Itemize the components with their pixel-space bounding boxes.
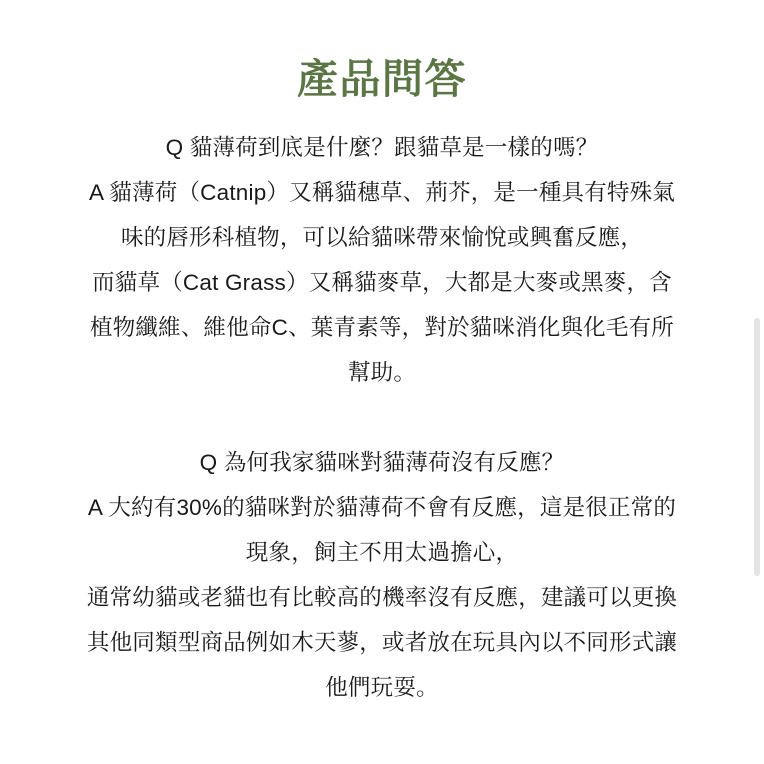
answer-text-line: 幫助。	[347, 360, 417, 386]
answer-text-line: 他們玩耍。	[325, 675, 439, 701]
answer-text-line: 植物纖維、維他命C、葉青素等，對於貓咪消化與化毛有所	[90, 315, 674, 341]
page-title: 產品問答	[297, 56, 467, 102]
answer-text-line: 味的唇形科植物，可以給貓咪帶來愉悅或興奮反應，	[120, 225, 644, 251]
scrollbar[interactable]	[750, 0, 764, 764]
question-text: Q 貓薄荷到底是什麼？跟貓草是一樣的嗎？	[165, 135, 599, 161]
answer-text-line: 通常幼貓或老貓也有比較高的機率沒有反應，建議可以更換	[86, 585, 678, 611]
question-text: Q 為何我家貓咪對貓薄荷沒有反應？	[199, 450, 565, 476]
answer-text-line: 現象，飼主不用太過擔心，	[245, 540, 519, 566]
qa-section-2	[34, 440, 730, 710]
qa-section-1	[34, 125, 730, 395]
scrollbar-thumb[interactable]	[754, 318, 760, 576]
answer-text-line: 其他同類型商品例如木天蓼，或者放在玩具內以不同形式讓	[86, 630, 678, 656]
answer-text-line: A 貓薄荷（Catnip）又稱貓穗草、荊芥，是一種具有特殊氣	[88, 180, 676, 206]
answer-text-line: 而貓草（Cat Grass）又稱貓麥草，大都是大麥或黑麥，含	[92, 270, 672, 296]
answer-text-line: A 大約有30%的貓咪對於貓薄荷不會有反應，這是很正常的	[87, 495, 677, 521]
